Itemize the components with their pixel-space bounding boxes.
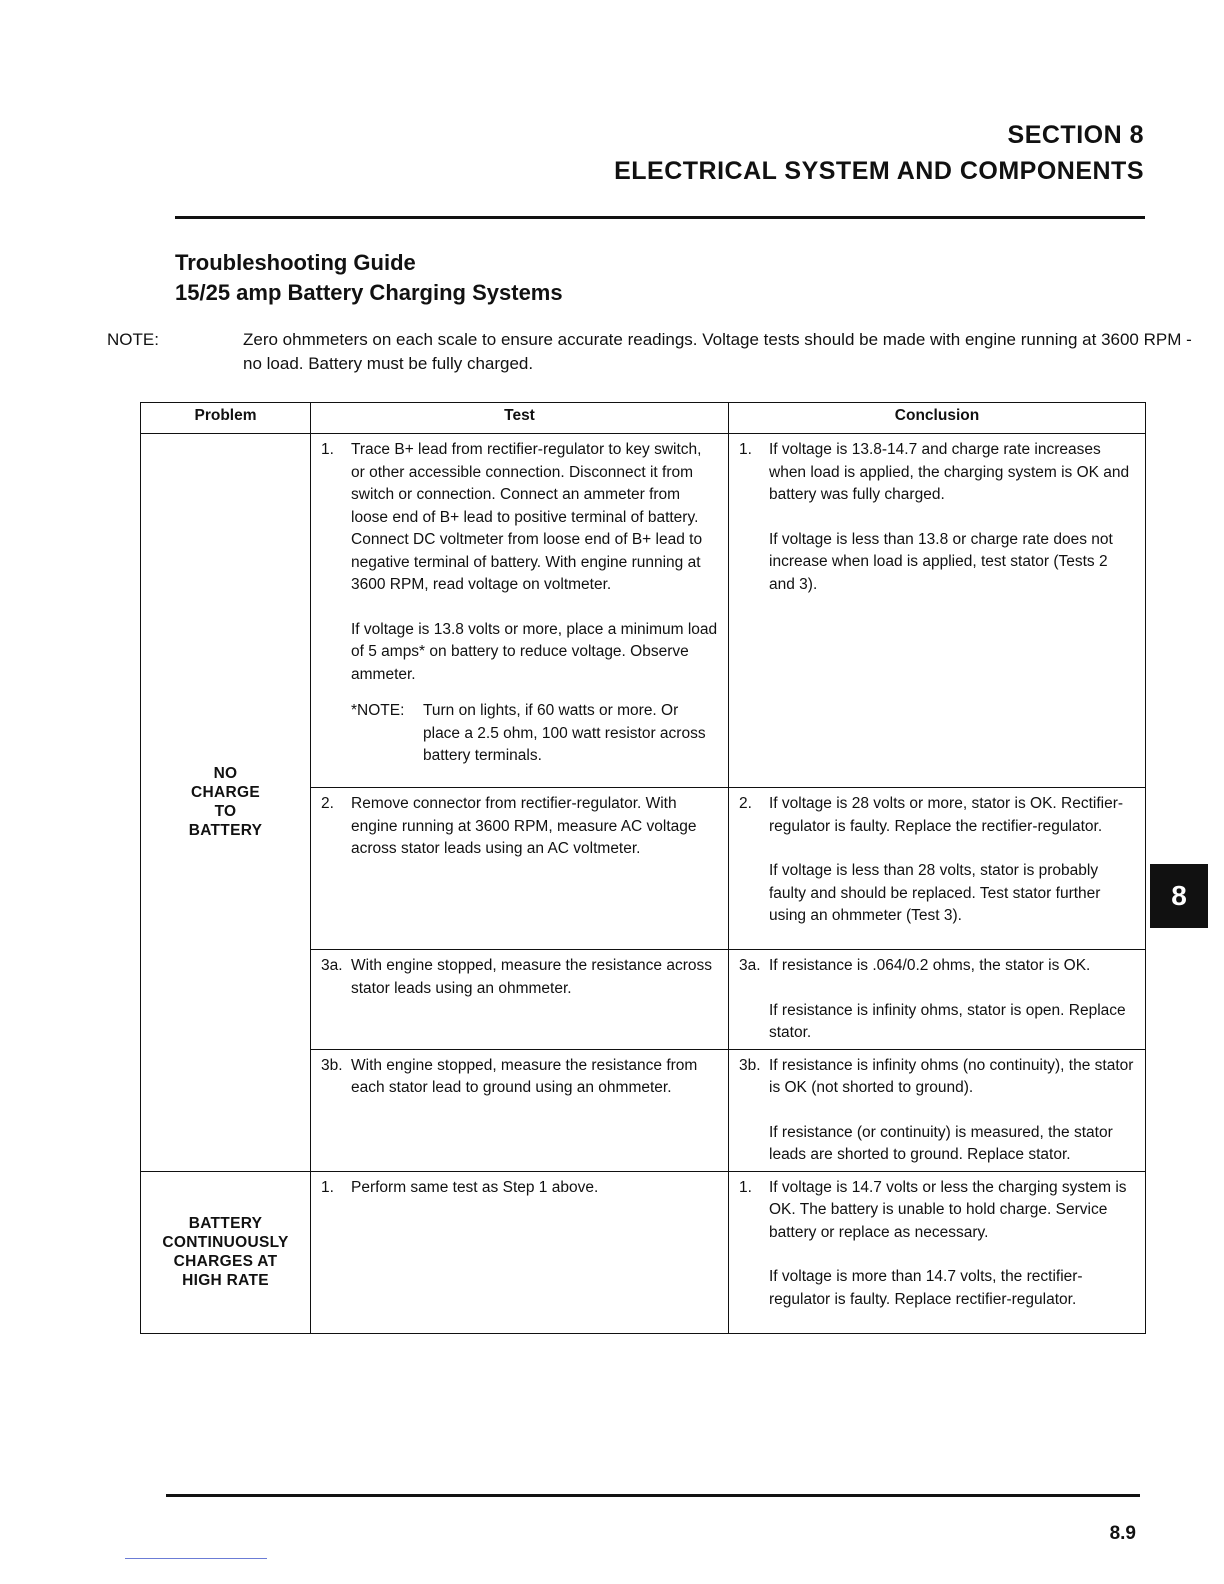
step-number: 1.: [321, 441, 334, 458]
conclusion-text: If voltage is less than 13.8 or charge rate does not increase when load is applied, test stator (Tests 2 and 3).: [769, 530, 1113, 593]
decorative-line: [125, 1558, 267, 1559]
table-header-row: [141, 403, 1146, 434]
test-step-3a-text: With engine stopped, measure the resistance across stator leads using an ohmmeter.: [351, 957, 712, 997]
conclusion-text: If voltage is 14.7 volts or less the charging system is OK. The battery is unable to hold charge. Service battery or replace as necessary.: [769, 1178, 1127, 1241]
table-row: [141, 434, 1146, 788]
test-step-1: [311, 434, 729, 788]
header-conclusion: Conclusion: [729, 403, 1146, 434]
problem-line: CONTINUOUSLY: [162, 1234, 289, 1251]
step-number: 3a.: [739, 957, 761, 974]
header-problem: Problem: [141, 403, 311, 434]
problem-line: NO: [213, 765, 238, 783]
step-number: 3b.: [739, 1056, 761, 1074]
test-high-rate-text: Perform same test as Step 1 above.: [351, 1178, 599, 1196]
test-step-2-text: Remove connector from rectifier-regulator. With engine running at 3600 RPM, measure AC voltage across stator leads using an AC voltmeter.: [351, 795, 697, 857]
header-rule: [175, 216, 1145, 219]
conclusion-text: If voltage is more than 14.7 volts, the rectifier-regulator is faulty. Replace rectifier-regulator.: [769, 1268, 1083, 1308]
load-note-text: Turn on lights, if 60 watts or more. Or place a 2.5 ohm, 100 watt resistor across battery terminals.: [423, 702, 706, 764]
note-text: Zero ohmmeters on each scale to ensure accurate readings. Voltage tests should be made with engine running at 3600 RPM - no load. Battery must be fully charged.: [243, 330, 1192, 373]
guide-title: [175, 248, 563, 308]
problem-line: HIGH RATE: [182, 1272, 269, 1289]
step-number: 2.: [321, 795, 334, 812]
guide-title-line2: 15/25 amp Battery Charging Systems: [175, 280, 563, 305]
guide-title-line1: Troubleshooting Guide: [175, 250, 416, 275]
step-number: 3a.: [321, 957, 343, 974]
load-note-label: *NOTE:: [351, 702, 405, 719]
note-label: NOTE:: [107, 330, 159, 349]
test-step-3b-text: With engine stopped, measure the resistance from each stator lead to ground using an ohmmeter.: [351, 1056, 698, 1096]
test-step-3a: [311, 950, 729, 1050]
section-tab-marker: 8: [1150, 864, 1208, 928]
test-step-2: [311, 788, 729, 950]
troubleshooting-table: [140, 402, 1146, 1334]
step-number: 1.: [739, 441, 752, 458]
step-number: 2.: [739, 795, 752, 812]
conclusion-step-3b: [729, 1049, 1146, 1171]
header-test: Test: [311, 403, 729, 434]
problem-line: BATTERY: [188, 822, 263, 840]
problem-line: TO: [214, 803, 237, 821]
problem-line: CHARGES AT: [173, 1253, 278, 1270]
step-number: 1.: [739, 1178, 752, 1196]
conclusion-text: If resistance is .064/0.2 ohms, the stator is OK.: [769, 957, 1091, 974]
step-number: 1.: [321, 1178, 334, 1196]
page-number: 8.9: [1109, 1523, 1136, 1544]
step-number: 3b.: [321, 1056, 343, 1074]
section-header: [614, 118, 1144, 190]
load-note: [321, 700, 718, 768]
conclusion-high-rate-step-1: [729, 1171, 1146, 1333]
note-paragraph: [107, 328, 1203, 376]
footer-rule: [166, 1494, 1140, 1497]
problem-no-charge: [141, 434, 311, 1172]
test-high-rate-step-1: [311, 1171, 729, 1333]
test-step-1-text2: If voltage is 13.8 volts or more, place a minimum load of 5 amps* on battery to reduce voltage. Observe ammeter.: [351, 620, 718, 683]
section-title: ELECTRICAL SYSTEM AND COMPONENTS: [614, 157, 1144, 185]
conclusion-text: If resistance is infinity ohms, stator is open. Replace stator.: [769, 1001, 1126, 1041]
test-step-3b: [311, 1049, 729, 1171]
conclusion-text: If voltage is less than 28 volts, stator is probably faulty and should be replaced. Test stator further using an ohmmeter (Test 3).: [769, 862, 1101, 924]
conclusion-text: If resistance (or continuity) is measured, the stator leads are shorted to ground. Replace stator.: [769, 1123, 1113, 1163]
conclusion-step-2: [729, 788, 1146, 950]
problem-high-rate: [141, 1171, 311, 1333]
conclusion-text: If resistance is infinity ohms (no continuity), the stator is OK (not shorted to ground).: [769, 1056, 1134, 1096]
problem-line: BATTERY: [188, 1215, 263, 1232]
table-row: [141, 1171, 1146, 1333]
section-number: SECTION 8: [1007, 121, 1144, 149]
problem-line: CHARGE: [191, 784, 260, 802]
conclusion-step-3a: [729, 950, 1146, 1050]
conclusion-text: If voltage is 28 volts or more, stator is OK. Rectifier-regulator is faulty. Replace the rectifier-regulator.: [769, 795, 1124, 835]
conclusion-step-1: [729, 434, 1146, 788]
conclusion-text: If voltage is 13.8-14.7 and charge rate increases when load is applied, the charging system is OK and battery was fully charged.: [769, 441, 1130, 503]
test-step-1-text: Trace B+ lead from rectifier-regulator to key switch, or other accessible connection. Disconnect it from switch or connection. Connect an ammeter from loose end of B+ lead to positive terminal of battery. Connect DC voltmeter from loose end of B+ lead to negative terminal of battery. With engine running at 3600 RPM, read voltage on voltmeter.: [351, 441, 703, 593]
